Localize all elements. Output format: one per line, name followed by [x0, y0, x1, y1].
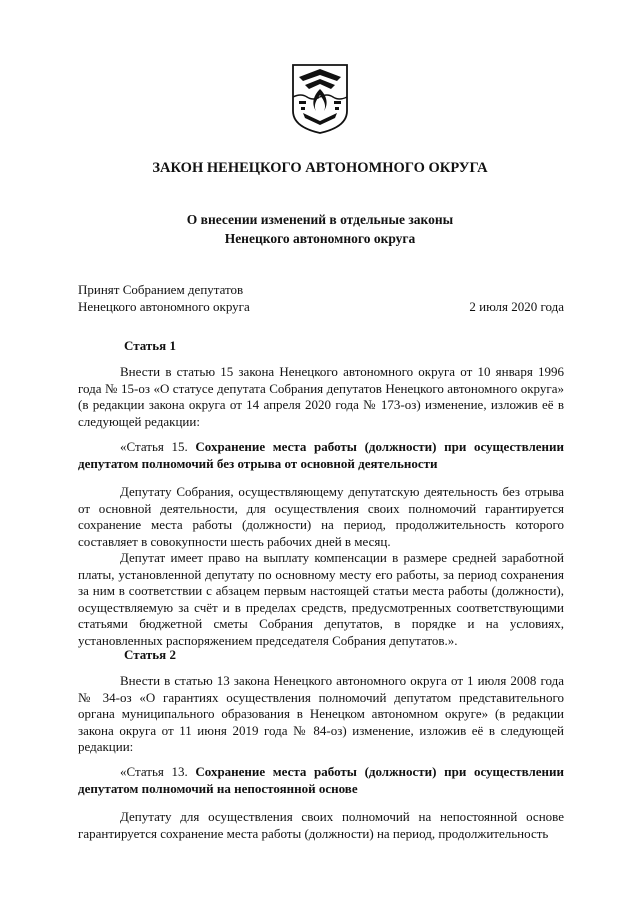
article1-heading: Статья 1: [124, 338, 176, 353]
article2-intro: Внести в статью 13 закона Ненецкого автономного округа от 1 июля 2008 года № 34-оз «О гарантиях осуществления полномочий депутатом представительного органа муниципального образования в Ненецком автономном округе» (в редакции закона округа от 11 июня 2019 года № 84-оз) изменение, изложив её в следующей редакции:: [78, 673, 564, 755]
law-subtitle-line1: О внесении изменений в отдельные законы: [186, 212, 454, 227]
law-subtitle-line2: Ненецкого автономного округа: [224, 231, 416, 246]
law-title: ЗАКОН НЕНЕЦКОГО АВТОНОМНОГО ОКРУГА: [152, 160, 488, 176]
article1-paragraph1: Депутату Собрания, осуществляющему депутатскую деятельность без отрыва от основной деятельности, для осуществления своих полномочий гарантируется сохранение места работы (должности) на период, продолжительность которого составляет в совокупности шесть рабочих дней в месяц.: [78, 484, 564, 549]
adoption-block: [78, 281, 564, 315]
article2-quote-heading: [78, 764, 564, 797]
article2-paragraph1: Депутату для осуществления своих полномочий на непостоянной основе гарантируется сохранение места работы (должности) на период, продолжительность: [78, 809, 564, 841]
article1-paragraph2: Депутат имеет право на выплату компенсации в размере средней заработной платы, установленной депутату по основному месту его работы, за период сохранения за ним в соответствии с абзацем первым настоящей статьи места работы (должности), осуществляемую за счёт и в пределах средств, предусмотренных соответствующими статьями бюджетной сметы Собрания депутатов, в порядке и на условиях, установленных распоряжением председателя Собрания депутатов.».: [78, 550, 564, 648]
adoption-date: 2 июля 2020 года: [469, 299, 564, 314]
article2-quote-prefix: «Статья 13.: [120, 764, 188, 779]
adopted-by-line2: Ненецкого автономного округа: [78, 299, 250, 314]
article1-quote-prefix: «Статья 15.: [120, 439, 188, 454]
article2-quote-title: Сохранение места работы (должности) при осуществлении депутатом полномочий на непостоянной основе: [78, 764, 564, 796]
coat-of-arms-icon: [291, 63, 349, 135]
article1-quote-heading: [78, 439, 564, 472]
law-subtitle: [0, 210, 640, 248]
article1-quote-title: Сохранение места работы (должности) при осуществлении депутатом полномочий без отрыва от основной деятельности: [78, 439, 564, 471]
article2-heading: Статья 2: [124, 647, 176, 662]
article1-intro: Внести в статью 15 закона Ненецкого автономного округа от 10 января 1996 года № 15-оз «О статусе депутата Собрания депутатов Ненецкого автономного округа» (в редакции закона округа от 14 апреля 2020 года № 173-оз) изменение, изложив её в следующей редакции:: [78, 364, 564, 429]
adopted-by-line1: Принят Собранием депутатов: [78, 282, 244, 297]
